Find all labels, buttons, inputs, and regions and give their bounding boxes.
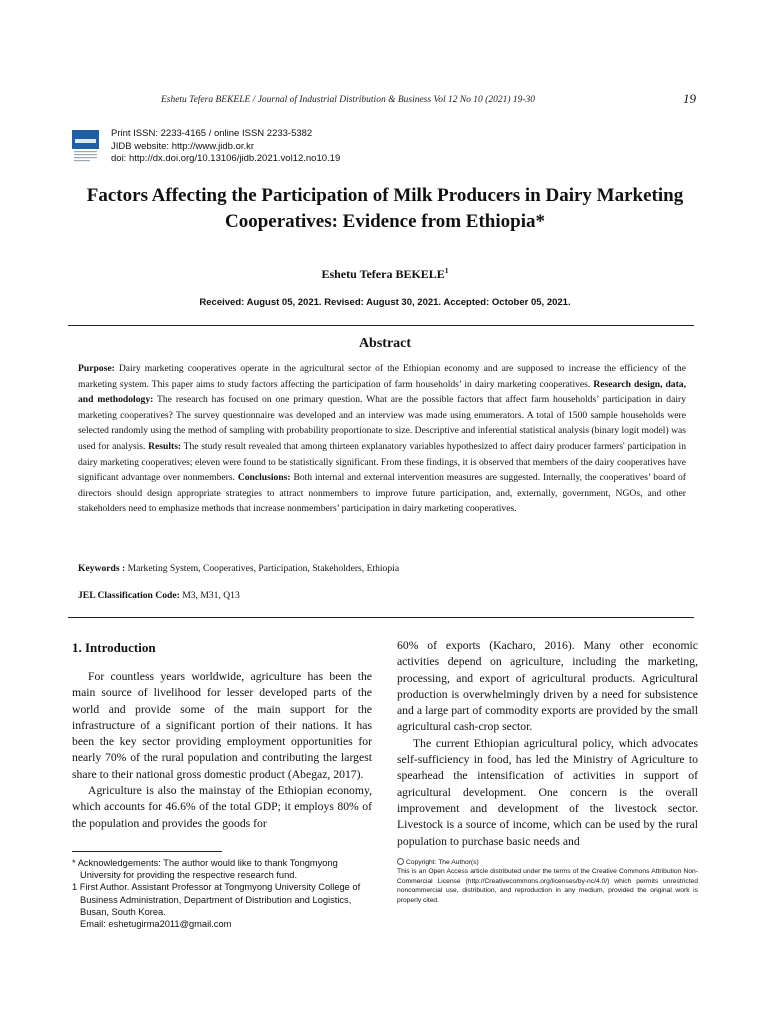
left-column — [72, 669, 372, 832]
body-paragraph: For countless years worldwide, agriculture has been the main source of livelihood for lesser developed parts of the world and provide some of the main support for the infrastructure of a significant portion of their nations. It has been the key sector providing employment opportunities for nearly 70% of the rural population and contributing the largest share to their national gross domestic product (Abegaz, 2017). — [72, 670, 372, 781]
open-access-icon — [397, 858, 404, 865]
abstract-heading: Abstract — [358, 336, 412, 351]
issn-print: Print ISSN: 2233-4165 / online ISSN 2233-5382 — [111, 128, 313, 139]
footnote-acknowledgements: * Acknowledgements: The author would like to thank Tongmyong University for providing the respective research fund. — [72, 858, 338, 881]
author-affiliation-marker: 1 — [444, 266, 449, 275]
copyright-notice — [397, 858, 698, 905]
footnotes — [72, 857, 372, 930]
issn-block — [111, 128, 340, 166]
body-paragraph: The current Ethiopian agricultural policy, which advocates self-sufficiency in food, has led the Ministry of Agriculture to spearhead the intensification of activities in support of agricultural development. One concern is the overall improvement and development of the livestock sector. Livestock is a source of income, which can be used by the rural population to purchase basic needs and — [397, 736, 698, 848]
paper-title — [70, 183, 700, 235]
doi: doi: http://dx.doi.org/10.13106/jidb.2021.vol12.no10.19 — [111, 153, 341, 164]
running-header: Eshetu Tefera BEKELE / Journal of Industrial Distribution & Business Vol 12 No 10 (2021) 19-30 — [160, 95, 536, 105]
submission-dates: Received: August 05, 2021. Revised: August 30, 2021. Accepted: October 05, 2021. — [199, 297, 571, 308]
abstract-results-label: Results: — [148, 440, 182, 452]
footnote-author-affiliation: 1 First Author. Assistant Professor at Tongmyong University College of Business Administration, Department of Distribution and Logistics, Busan, South Korea. — [72, 882, 361, 917]
author-line — [70, 267, 700, 282]
abstract-purpose-label: Purpose: — [78, 363, 115, 374]
author-name: Eshetu Tefera BEKELE — [321, 267, 445, 281]
divider-bottom — [68, 617, 694, 618]
journal-logo-icon — [72, 130, 99, 163]
copyright-line: Copyright: The Author(s) — [406, 859, 479, 866]
page-number: 19 — [683, 91, 696, 106]
body-paragraph: Agriculture is also the mainstay of the Ethiopian economy, which accounts for 46.6% of the total GDP; it employs 80% of the population and provides the goods for — [72, 784, 372, 830]
divider-top — [68, 325, 694, 326]
keywords-text: Marketing System, Cooperatives, Participation, Stakeholders, Ethiopia — [125, 563, 400, 574]
body-paragraph: 60% of exports (Kacharo, 2016). Many other economic activities depend on agriculture, including the marketing, processing, and export of agricultural products. Agricultural production is overwhelmingly driven by a need for subsistence and a large part of commodity exports are provided by the small agricultural cash-crop sector. — [397, 639, 698, 734]
right-column — [397, 638, 698, 850]
paper-title-line-1: Factors Affecting the Participation of Milk Producers in Dairy Marketing — [86, 185, 684, 206]
jel-codes: M3, M31, Q13 — [179, 590, 240, 601]
abstract-results-text: The study result revealed that among thirteen explanatory variables hypothesized to affect dairy producer farmers' participation in dairy marketing cooperatives; eleven were found to be statistically significant. From these findings, it is observed that members of the dairy cooperatives have significant advantage over nonmembers. — [78, 440, 686, 484]
section-heading-introduction: 1. Introduction — [72, 640, 156, 655]
footnote-author-email: Email: eshetugirma2011@gmail.com — [80, 919, 232, 930]
jel-classification — [78, 590, 686, 601]
abstract-design-label: Research design, data, and methodology: — [78, 378, 686, 406]
abstract-body — [78, 361, 686, 517]
keywords-label: Keywords : — [78, 563, 126, 574]
abstract-purpose-text: Dairy marketing cooperatives operate in the agricultural sector of the Ethiopian economy and are supposed to increase the efficiency of the marketing system. This paper aims to study factors affecting the participation of farm households’ in dairy marketing cooperatives. — [78, 363, 686, 390]
license-text: This is an Open Access article distributed under the terms of the Creative Commons Attribution Non-Commercial License (http://Creativecommons.org/licenses/by-nc/4.0/) which permits unrestricted noncommercial use, distribution, and reproduction in any medium, provided the original work is properly cited. — [397, 868, 698, 904]
keywords — [78, 563, 686, 574]
footnote-divider — [72, 851, 222, 852]
abstract-design-text: The research has focused on one primary question. What are the possible factors that affect farm households’ participation in dairy marketing cooperatives? The survey questionnaire was developed and an interview was made using enumerators. A total of 1500 sample households were selected randomly using the method of sampling with probability proportionate to size. Descriptive and inferential statistical analysis (binary logit model) was used for analysis. — [78, 394, 686, 452]
abstract-conclusions-label: Conclusions: — [237, 472, 291, 484]
jel-label: JEL Classification Code: — [78, 590, 180, 601]
paper-title-line-2: Cooperatives: Evidence from Ethiopia* — [225, 211, 545, 232]
abstract-conclusions-text: Both internal and external intervention measures are suggested. Internally, the cooperatives’ board of directors should design appropriate strategies to attract nonmembers to improve future participation, and, externally, government, NGOs, and other stakeholders need to emphasize methods that increase nonmembers’ participation in dairy marketing cooperatives. — [78, 472, 686, 515]
journal-website: JIDB website: http://www.jidb.or.kr — [111, 140, 255, 152]
